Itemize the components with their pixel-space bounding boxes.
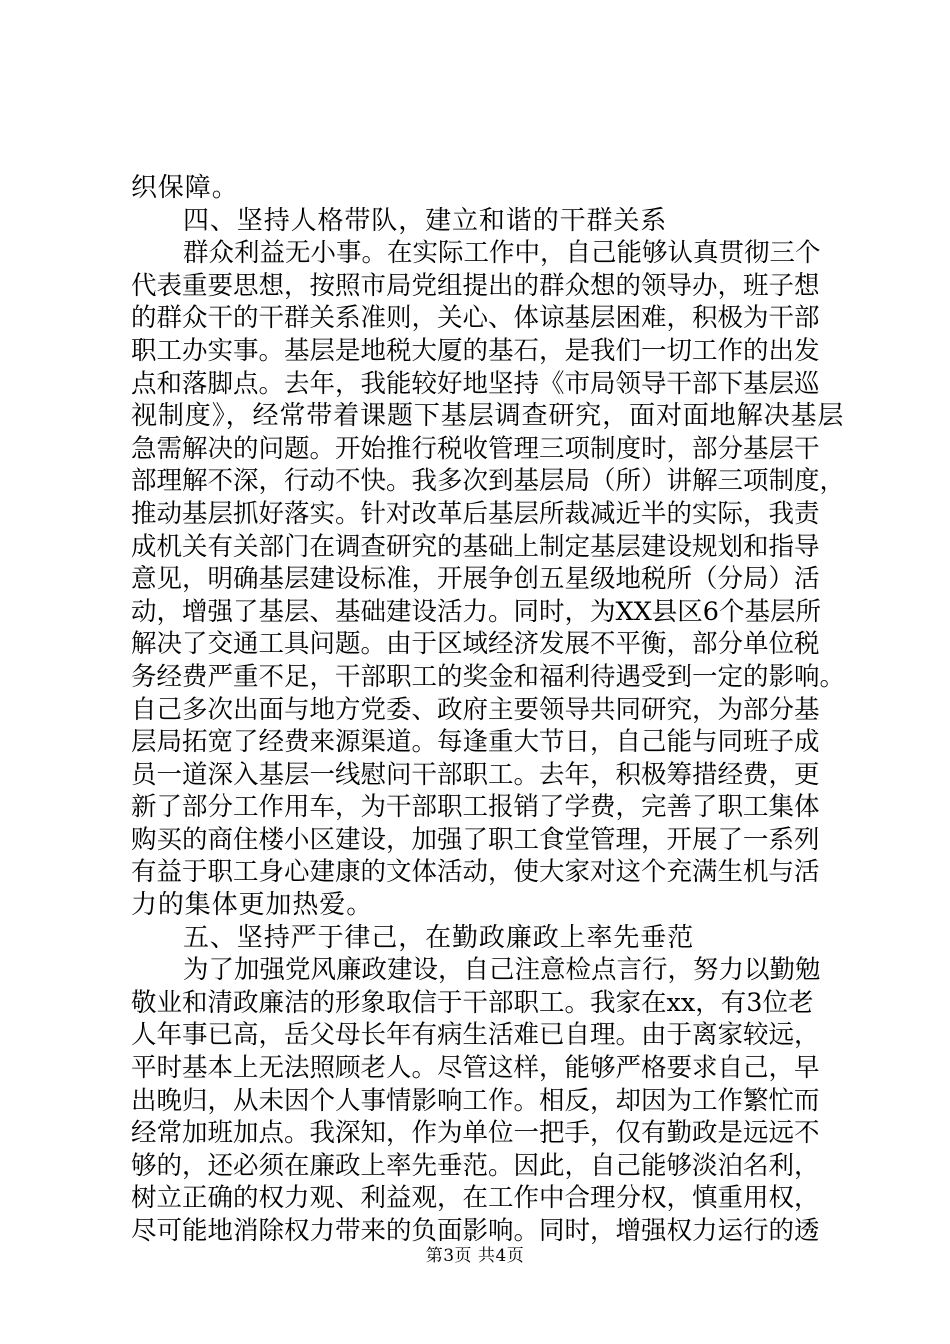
- text-line: 代表重要思想，按照市局党组提出的群众想的领导办，班子想: [131, 270, 820, 301]
- text-line: 经常加班加点。我深知，作为单位一把手，仅有勤政是远远不: [131, 1118, 820, 1149]
- text-line: 层局拓宽了经费来源渠道。每逢重大节日，自己能与同班子成: [131, 727, 820, 758]
- text-line: 树立正确的权力观、利益观，在工作中合理分权，慎重用权，: [131, 1183, 820, 1214]
- text-line: 出晚归，从未因个人事情影响工作。相反，却因为工作繁忙而: [131, 1085, 820, 1116]
- text-line: 够的，还必须在廉政上率先垂范。因此，自己能够淡泊名利，: [131, 1150, 820, 1181]
- text-line: 务经费严重不足，干部职工的奖金和福利待遇受到一定的影响。: [131, 661, 846, 692]
- text-line: 新了部分工作用车，为干部职工报销了学费，完善了职工集体: [131, 792, 820, 823]
- text-line: 购买的商住楼小区建设，加强了职工食堂管理，开展了一系列: [131, 824, 820, 855]
- text-line: 人年事已高，岳父母长年有病生活难已自理。由于离家较远，: [131, 1020, 820, 1051]
- text-line: 有益于职工身心建康的文体活动，使大家对这个充满生机与活: [131, 857, 820, 888]
- text-line: 尽可能地消除权力带来的负面影响。同时，增强权力运行的透: [131, 1216, 820, 1246]
- section-heading: 四、坚持人格带队，建立和谐的干群关系: [183, 205, 668, 236]
- text-line: 推动基层抓好落实。针对改革后基层所裁减近半的实际，我责: [131, 498, 820, 529]
- text-line: 平时基本上无法照顾老人。尽管这样，能够严格要求自己，早: [131, 1053, 820, 1084]
- text-line: 部理解不深，行动不快。我多次到基层局（所）讲解三项制度，: [131, 466, 846, 497]
- page-number-footer: 第3页 共4页: [425, 1246, 525, 1266]
- text-line: 的群众干的干群关系准则，关心、体谅基层困难，积极为干部: [131, 303, 820, 334]
- text-line: 成机关有关部门在调查研究的基础上制定基层建设规划和指导: [131, 531, 820, 562]
- text-line: 急需解决的问题。开始推行税收管理三项制度时，部分基层干: [131, 433, 820, 464]
- document-body: [131, 172, 851, 1248]
- section-heading: 五、坚持严于律己，在勤政廉政上率先垂范: [183, 922, 695, 953]
- paragraph-first-line: 群众利益无小事。在实际工作中，自己能够认真贯彻三个: [183, 238, 821, 269]
- text-line: 织保障。: [131, 173, 239, 203]
- paragraph-first-line: 为了加强党风廉政建设，自己注意检点言行，努力以勤勉: [183, 955, 821, 986]
- text-line: 敬业和清政廉洁的形象取信于干部职工。我家在xx，有3位老: [131, 987, 814, 1018]
- text-line: 点和落脚点。去年，我能较好地坚持《市局领导干部下基层巡: [131, 368, 820, 399]
- text-line: 员一道深入基层一线慰问干部职工。去年，积极筹措经费，更: [131, 759, 820, 790]
- text-line: 视制度》，经常带着课题下基层调查研究，面对面地解决基层: [131, 401, 845, 432]
- text-line: 意见，明确基层建设标准，开展争创五星级地税所（分局）活: [131, 564, 820, 595]
- text-line: 动，增强了基层、基础建设活力。同时，为XX县区6个基层所: [131, 596, 822, 627]
- text-line: 力的集体更加热爱。: [131, 890, 374, 921]
- text-line: 自己多次出面与地方党委、政府主要领导共同研究，为部分基: [131, 694, 820, 725]
- text-line: 职工办实事。基层是地税大厦的基石，是我们一切工作的出发: [131, 335, 820, 366]
- text-line: 解决了交通工具问题。由于区域经济发展不平衡，部分单位税: [131, 629, 820, 660]
